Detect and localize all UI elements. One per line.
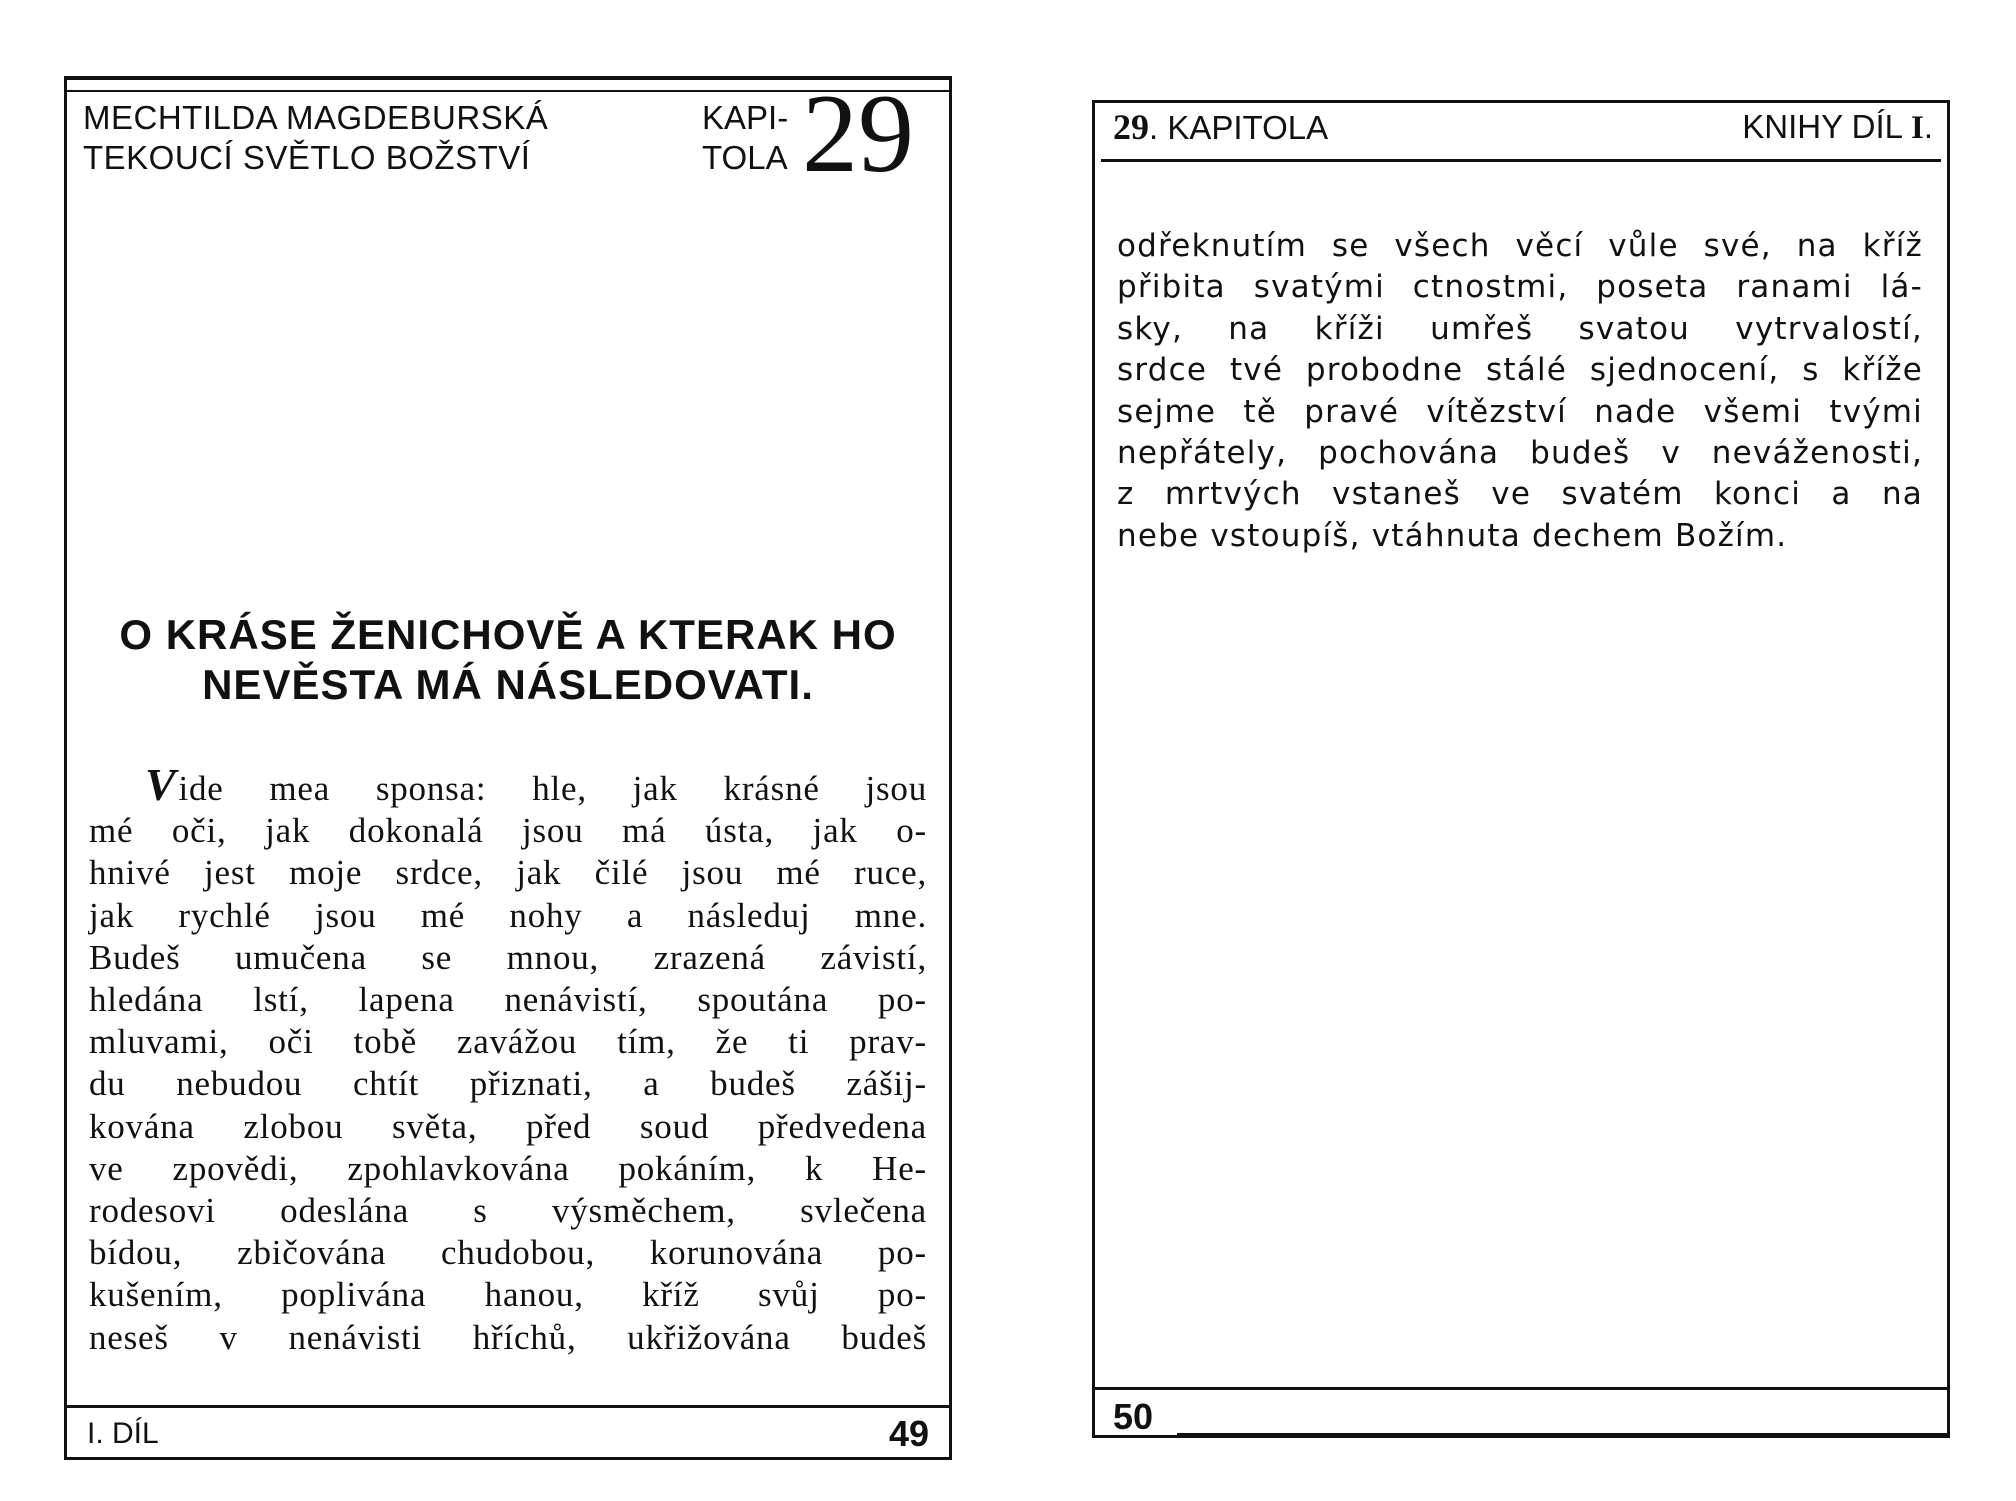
body-line: kována zlobou světa, před soud předvedena [89, 1106, 927, 1146]
header-kapi: KAPI- [702, 99, 789, 136]
body-line: bídou, zbičována chudobou, korunována po- [89, 1233, 927, 1273]
body-line: nepřátely, pochována budeš v neváženosti, [1117, 435, 1923, 472]
header-tola: TOLA [702, 139, 788, 176]
body-line: přibita svatými ctnostmi, poseta ranami lá- [1117, 269, 1923, 306]
body-line: mé oči, jak dokonalá jsou má ústa, jak o- [89, 811, 927, 851]
footer-rule [67, 1405, 949, 1408]
drop-initial: V [145, 759, 177, 810]
left-body-text [89, 759, 927, 1359]
body-line: sky, na kříži umřeš svatou vytrvalostí, [1117, 310, 1923, 347]
body-line: rodesovi odeslána s výsměchem, svlečena [89, 1191, 927, 1231]
body-line: sejme tě pravé vítězství nade všemi tvými [1117, 393, 1923, 430]
left-page [64, 72, 952, 1460]
page-number: 49 [888, 1413, 929, 1454]
header-author: MECHTILDA MAGDEBURSKÁ [83, 99, 549, 136]
body-line: mluvami, oči tobě zavážou tím, že ti prav- [89, 1022, 927, 1062]
chapter-title: O KRÁSE ŽENICHOVĚ A KTERAK HO NEVĚSTA MÁ NÁSLEDOVATI. [119, 611, 897, 708]
right-page [1092, 100, 1950, 1438]
body-line: z mrtvých vstaneš ve svatém konci a na [1117, 476, 1923, 513]
page-number: 50 [1113, 1396, 1154, 1437]
right-body-text [1117, 226, 1923, 557]
body-line: ve zpovědi, zpohlavkována pokáním, k He- [89, 1148, 927, 1188]
body-line: srdce tvé probodne stálé sjednocení, s kříže [1117, 352, 1923, 389]
body-line: du nebudou chtít přiznati, a budeš zášij- [89, 1064, 927, 1104]
body-line: neseš v nenávisti hříchů, ukřižována budeš [89, 1317, 927, 1357]
header-chapter-number: 29 [802, 72, 914, 196]
body-line: hnivé jest moje srdce, jak čilé jsou mé ruce, [89, 853, 927, 893]
header-rule [1101, 159, 1941, 162]
body-line: kušením, poplivána hanou, kříž svůj po- [89, 1275, 927, 1315]
body-line: odřeknutím se všech věcí vůle své, na kříž [1117, 228, 1923, 264]
body-line: Budeš umučena se mnou, zrazená závistí, [89, 937, 927, 977]
running-head-chapter-number: 29 [1113, 107, 1149, 147]
body-line: jak rychlé jsou mé nohy a následuj mne. [89, 895, 927, 935]
running-head-chapter: 29. KAPITOLA [1113, 107, 1329, 147]
footer-rule [1095, 1387, 1947, 1390]
footer-underline [1177, 1433, 1947, 1436]
running-head-book-part: I [1910, 110, 1924, 146]
footer-part-label: I. DÍL [87, 1417, 159, 1450]
body-line: nebe vstoupíš, vtáhnuta dechem Božím. [1117, 517, 1788, 554]
header-work-title: TEKOUCÍ SVĚTLO BOŽSTVÍ [83, 139, 531, 176]
body-line: hledána lstí, lapena nenávistí, spoutána po- [89, 980, 927, 1020]
body-line: Vide mea sponsa: hle, jak krásné jsou [145, 759, 927, 810]
running-head-book: KNIHY DÍL I. [1742, 108, 1933, 146]
